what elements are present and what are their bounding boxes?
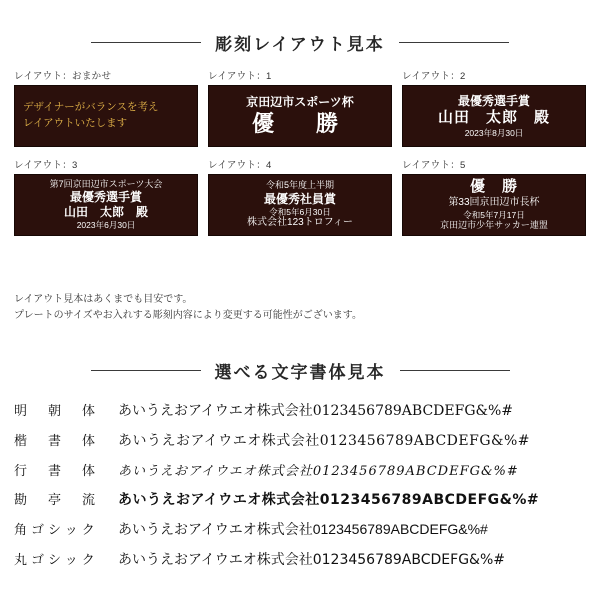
layout-sample-label: レイアウト：おまかせ (14, 71, 112, 82)
plate-line: 第7回京田辺市スポーツ大会 (49, 179, 163, 190)
engraving-plate-preview (208, 85, 392, 147)
heading-rule-right (400, 370, 510, 371)
plate-line: 最優秀選手賞 (69, 190, 142, 205)
font-sample-row (14, 519, 586, 539)
font-sample-row (14, 430, 586, 450)
layout-sample-label: レイアウト：2 (402, 71, 466, 82)
engraving-plate-preview (402, 174, 586, 236)
font-sample-row (14, 489, 586, 509)
layout-sample-cell (402, 157, 586, 236)
font-sample-row (14, 549, 586, 569)
layout-sample-label: レイアウト：4 (208, 160, 272, 171)
font-sample-row (14, 460, 586, 479)
font-sample-list (14, 400, 586, 579)
layout-sample-cell (14, 68, 198, 147)
layout-sample-label: レイアウト：1 (208, 71, 272, 82)
font-name-label: 明 朝 体 (14, 403, 100, 418)
plate-line: 山田 太郎 殿 (437, 108, 550, 126)
font-name-label: 行 書 体 (14, 463, 100, 478)
font-sample-text: あいうえおアイウエオ株式会社0123456789ABCDEFG&%# (118, 433, 531, 449)
plate-line: 令和5年6月30日 (269, 206, 331, 217)
layout-sample-label: レイアウト：3 (14, 160, 78, 171)
plate-line: 優 勝 (469, 178, 518, 196)
engraving-plate-preview (402, 85, 586, 147)
font-sample-text: あいうえおアイウエオ株式会社0123456789ABCDEFG&%# (118, 521, 488, 537)
plate-line: レイアウトいたします (23, 117, 128, 129)
plate-line: 2023年8月30日 (464, 127, 524, 138)
plate-line: 京田辺市少年サッカー連盟 (440, 220, 548, 231)
layout-sample-heading-text: 彫刻レイアウト見本 (215, 35, 385, 54)
font-sample-heading (0, 358, 600, 383)
engraving-plate-preview (14, 85, 198, 147)
layout-sample-grid (14, 68, 586, 236)
plate-line: 第33回京田辺市長杯 (448, 197, 540, 209)
note-line-2: プレートのサイズやお入れする彫刻内容により変更する可能性がございます。 (14, 310, 362, 321)
font-sample-text: あいうえおアイウエオ株式会社0123456789ABCDEFG&%# (118, 492, 540, 508)
plate-line: 最優秀選手賞 (457, 93, 530, 108)
plate-line: 優 勝 (251, 110, 348, 136)
plate-line: 京田辺市スポーツ杯 (246, 94, 354, 109)
plate-line: 令和5年度上半期 (265, 180, 334, 191)
layout-sample-cell (14, 157, 198, 236)
font-sample-text: あいうえおアイウエオ株式会社0123456789ABCDEFG&%# (118, 464, 519, 479)
font-name-label: 角ゴシック (14, 522, 99, 537)
layout-sample-cell (208, 68, 392, 147)
plate-line: 令和5年7月17日 (463, 209, 525, 220)
plate-line: 山田 太郎 殿 (63, 205, 148, 220)
engraving-plate-preview (208, 174, 392, 236)
note-line-1: レイアウト見本はあくまでも目安です。 (14, 294, 193, 305)
font-name-label: 勘 亭 流 (14, 492, 100, 507)
layout-sample-cell (402, 68, 586, 147)
plate-line: 最優秀社員賞 (263, 191, 336, 206)
font-name-label: 楷 書 体 (14, 433, 100, 448)
heading-rule-left (91, 42, 201, 43)
font-sample-text: あいうえおアイウエオ株式会社0123456789ABCDEFG&%# (118, 403, 514, 419)
layout-sample-label: レイアウト：5 (402, 160, 466, 171)
heading-rule-left (91, 370, 201, 371)
layout-sample-cell (208, 157, 392, 236)
layout-sample-heading (0, 30, 600, 55)
plate-line: 株式会社123トロフィー (247, 217, 353, 229)
plate-line: デザイナーがバランスを考え (23, 101, 159, 114)
font-sample-heading-text: 選べる文字書体見本 (214, 363, 386, 382)
engraving-plate-preview (14, 174, 198, 236)
layout-sample-note (14, 292, 362, 324)
font-sample-text: あいうえおアイウエオ株式会社0123456789ABCDEFG&%# (118, 552, 505, 568)
font-name-label: 丸ゴシック (14, 552, 99, 567)
plate-line: 2023年6月30日 (76, 220, 136, 231)
font-sample-row (14, 400, 586, 420)
heading-rule-right (399, 42, 509, 43)
